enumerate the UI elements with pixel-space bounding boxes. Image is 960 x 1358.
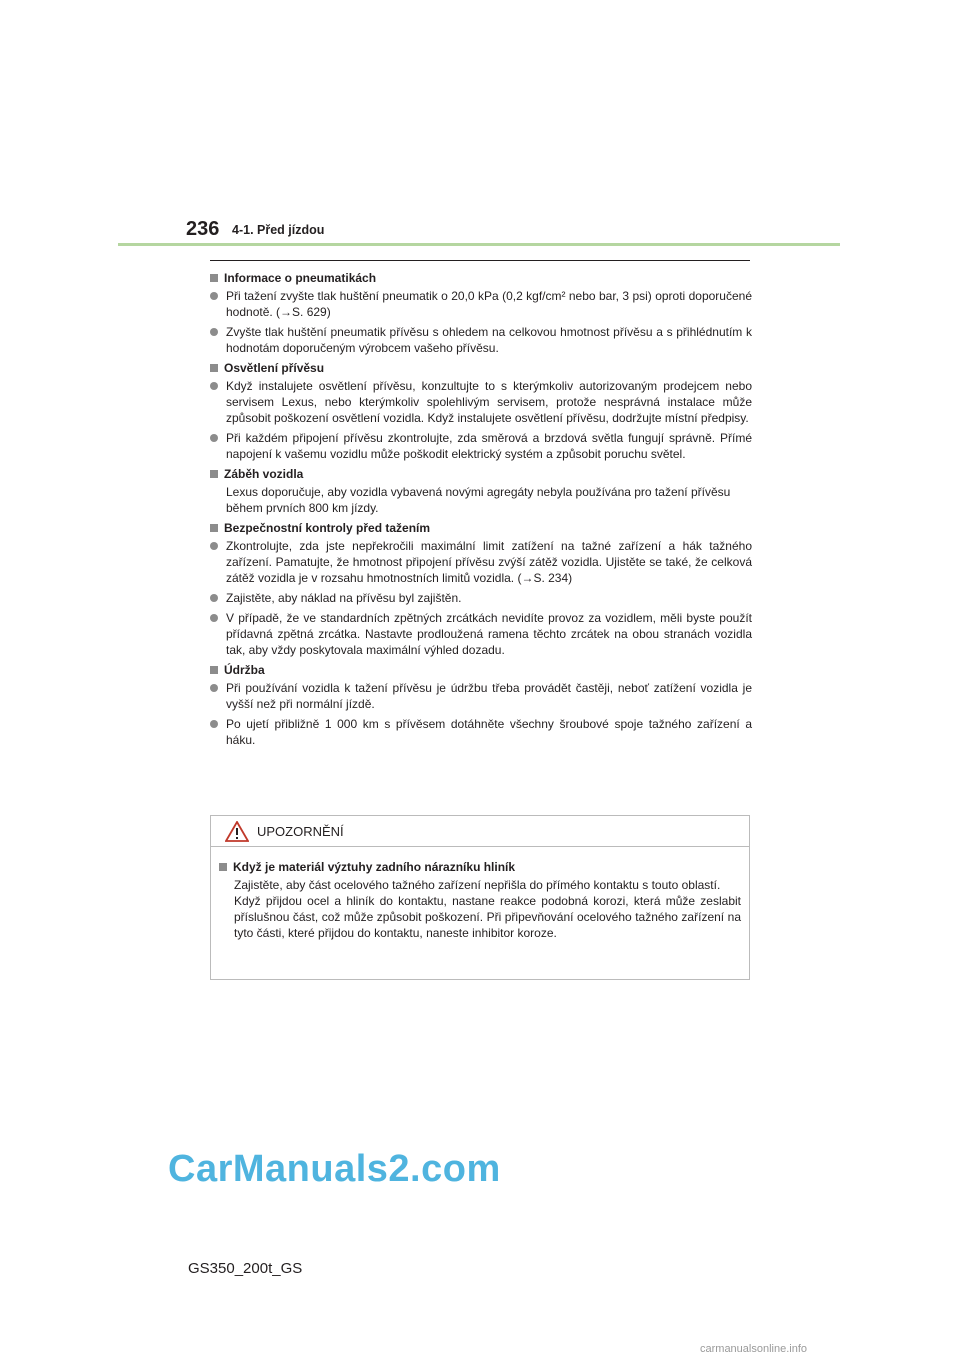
warning-header [211, 816, 749, 847]
section-title: Informace o pneumatikách [224, 271, 377, 285]
section-heading [210, 360, 752, 376]
list-item-text: Když instalujete osvětlení přívěsu, konzultujte to s kterýmkoliv autorizovaným prodejcem nebo servisem Lexus, nebo kterýmkoliv spolehlivým servisem, protože nesprávná instalace může způsobit poškození osvětlení vozidla. Když instalujete osvětlení přívěsu, dodržujte místní předpisy. [226, 379, 752, 425]
section-safety-checks [210, 520, 752, 658]
square-bullet-icon [210, 364, 218, 372]
square-bullet-icon [219, 863, 227, 871]
top-rule [210, 260, 750, 261]
square-bullet-icon [210, 524, 218, 532]
bullet-dot-icon [210, 292, 218, 300]
chapter-title: 4-1. Před jízdou [232, 223, 325, 237]
list-item [210, 430, 752, 462]
list-item [210, 680, 752, 712]
section-maintenance [210, 662, 752, 748]
section-title: Záběh vozidla [224, 467, 304, 481]
section-paragraph: Lexus doporučuje, aby vozidla vybavená novými agregáty nebyla používána pro tažení přívěsu během prvních 800 km jízdy. [226, 485, 731, 515]
list-item-text: Zkontrolujte, zda jste nepřekročili maximální limit zatížení na tažné zařízení a hák tažného zařízení. Pamatujte, že hmotnost připojení přívěsu zvýší zátěž vozidla. Ujistěte se také, že celková zátěž vozidla je v rozsahu hmotnostních limitů vozidla. (→S. 234) [226, 539, 752, 585]
watermark-logo: CarManuals2.com [168, 1148, 501, 1190]
bullet-dot-icon [210, 328, 218, 336]
bullet-dot-icon [210, 684, 218, 692]
list-item [210, 288, 752, 320]
square-bullet-icon [210, 470, 218, 478]
list-item [210, 378, 752, 426]
square-bullet-icon [210, 666, 218, 674]
header-rule [118, 243, 840, 246]
page-number: 236 [186, 218, 220, 240]
warning-paragraph: Když přijdou ocel a hliník do kontaktu, nastane reakce podobná korozi, která může zeslabit příslušnou část, což může způsobit poškození. Při připevňování ocelového tažného zařízení na tyto části, které přijdou do kontaktu, naneste inhibitor koroze. [234, 894, 741, 940]
warning-body [211, 847, 749, 941]
section-tires [210, 270, 752, 356]
watermark-bottom: carmanualsonline.info [700, 1343, 808, 1355]
list-item-text: Při každém připojení přívěsu zkontrolujte, zda směrová a brzdová světla fungují správně. Přímé napojení k vašemu vozidlu může poškodit elektrický systém a způsobit poruchu světel. [226, 431, 752, 461]
section-title: Bezpečnostní kontroly před tažením [224, 521, 431, 535]
bullet-dot-icon [210, 594, 218, 602]
bullet-dot-icon [210, 382, 218, 390]
main-content [210, 270, 752, 752]
list-item-text: Při používání vozidla k tažení přívěsu je údržbu třeba provádět častěji, neboť zatížení vozidla je vyšší než při normální jízdě. [226, 681, 752, 711]
list-item-text: Zajistěte, aby náklad na přívěsu byl zajištěn. [226, 591, 462, 605]
list-item [210, 610, 752, 658]
list-item-text: Po ujetí přibližně 1 000 km s přívěsem dotáhněte všechny šroubové spoje tažného zařízení a háku. [226, 717, 752, 747]
section-heading [210, 520, 752, 536]
warning-paragraph: Zajistěte, aby část ocelového tažného zařízení nepřišla do přímého kontaktu s touto oblastí. [234, 878, 721, 892]
section-break-in [210, 466, 752, 516]
section-title: Osvětlení přívěsu [224, 361, 325, 375]
warning-box [210, 815, 750, 980]
warning-section-title: Když je materiál výztuhy zadního nárazníku hliník [233, 860, 516, 874]
list-item [210, 538, 752, 586]
section-heading [210, 466, 752, 482]
list-item [210, 716, 752, 748]
list-item [210, 324, 752, 356]
section-trailer-lights [210, 360, 752, 462]
section-title: Údržba [224, 663, 265, 677]
footer-model-code: GS350_200t_GS [188, 1260, 303, 1277]
bullet-dot-icon [210, 434, 218, 442]
list-item [210, 590, 752, 606]
bullet-dot-icon [210, 720, 218, 728]
warning-triangle-icon [225, 821, 249, 842]
list-item-text: Zvyšte tlak huštění pneumatik přívěsu s ohledem na celkovou hmotnost přívěsu a s přihlédnutím k hodnotám doporučeným výrobcem vašeho přívěsu. [226, 325, 752, 355]
list-item-text: V případě, že ve standardních zpětných zrcátkách nevidíte provoz za vozidlem, měli byste použít přídavná zpětná zrcátka. Nastavte prodloužená ramena těchto zrcátek na obou stranách vozidla tak, aby vždy poskytovala maximální výhled dozadu. [226, 611, 752, 657]
bullet-dot-icon [210, 614, 218, 622]
warning-section-heading [219, 859, 741, 875]
warning-title: UPOZORNĚNÍ [257, 823, 344, 839]
section-heading [210, 662, 752, 678]
section-heading [210, 270, 752, 286]
bullet-dot-icon [210, 542, 218, 550]
list-item-text: Při tažení zvyšte tlak huštění pneumatik o 20,0 kPa (0,2 kgf/cm² nebo bar, 3 psi) oproti doporučené hodnotě. (→S. 629) [226, 289, 752, 319]
square-bullet-icon [210, 274, 218, 282]
